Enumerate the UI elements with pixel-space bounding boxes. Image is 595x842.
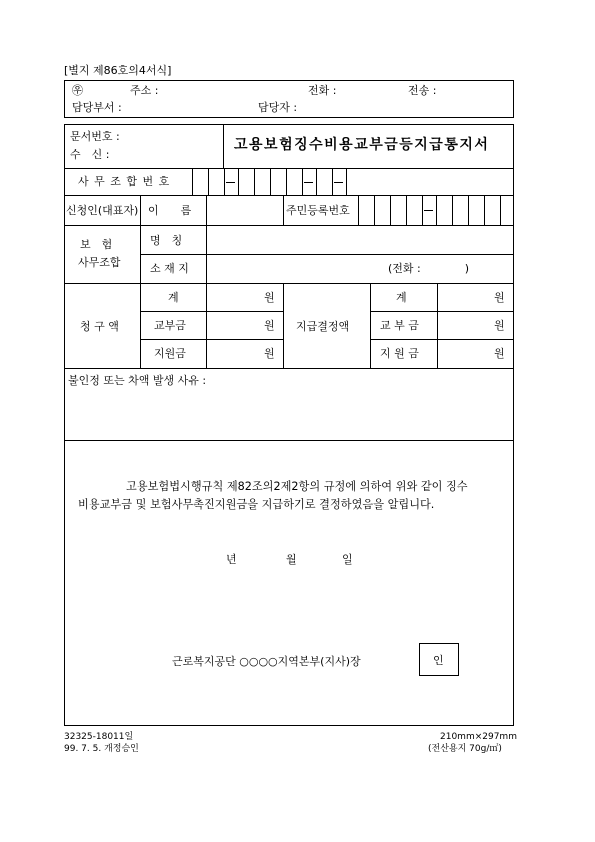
document-title: 고용보험징수비용교부금등지급통지서: [234, 137, 490, 153]
footer-approval: 99. 7. 5. 개정승인: [64, 744, 139, 754]
insurance-label-1: 보 험: [80, 238, 113, 251]
decision-grant-unit: 원: [494, 319, 505, 332]
doc-no-label: 문서번호 :: [70, 130, 120, 143]
office-no-label: 사 무 조 합 번 호: [78, 175, 171, 188]
claim-support-unit: 원: [264, 347, 275, 360]
fax-label: 전송 :: [408, 84, 437, 97]
insurance-label-2: 사무조합: [78, 256, 121, 269]
seal-text: 인: [433, 654, 444, 667]
office-phone-text: (전화 : ): [388, 262, 470, 275]
form-label: [별지 제86호의4서식]: [64, 64, 172, 77]
footer-size: 210mm×297mm: [440, 732, 517, 742]
date-month: 월: [286, 553, 297, 566]
decision-support-unit: 원: [494, 347, 505, 360]
issuer-name: 근로복지공단 ○○○○지역본부(지사)장: [172, 655, 361, 668]
resident-no-label: 주민등록번호: [286, 204, 350, 217]
decision-total-unit: 원: [494, 291, 505, 304]
staff-label: 담당자 :: [258, 101, 298, 114]
decision-total-label: 계: [396, 291, 407, 304]
claim-support-label: 지원금: [154, 347, 186, 360]
footer-paper: (전산용지 70g/㎡): [428, 744, 502, 754]
decision-support-label: 지 원 금: [380, 347, 419, 360]
body-line-2: 비용교부금 및 보험사무촉진지원금을 지급하기로 결정하였음을 알립니다.: [78, 498, 435, 511]
decision-label: 지급결정액: [296, 320, 350, 333]
claim-total-label: 계: [168, 291, 179, 304]
office-location-label: 소 재 지: [150, 262, 189, 275]
body-line-1: 고용보험법시행규칙 제82조의2제2항의 규정에 의하여 위와 같이 징수: [126, 480, 468, 493]
office-name-label: 명 칭: [150, 234, 183, 247]
recipient-label: 수 신 :: [70, 148, 110, 161]
applicant-label: 신청인(대표자): [66, 204, 139, 217]
date-day: 일: [342, 553, 353, 566]
dept-label: 담당부서 :: [72, 101, 122, 114]
date-year: 년: [226, 553, 237, 566]
claim-label: 청 구 액: [80, 320, 119, 333]
name-label: 이 름: [148, 204, 192, 217]
address-label: 주소 :: [130, 84, 159, 97]
zip-mark: ㉾: [72, 84, 83, 97]
claim-grant-unit: 원: [264, 319, 275, 332]
claim-grant-label: 교부금: [154, 319, 186, 332]
claim-total-unit: 원: [264, 291, 275, 304]
reason-label: 불인정 또는 차액 발생 사유 :: [68, 374, 207, 387]
phone-label: 전화 :: [308, 84, 337, 97]
decision-grant-label: 교 부 금: [380, 319, 419, 332]
footer-code: 32325-18011일: [64, 732, 134, 742]
